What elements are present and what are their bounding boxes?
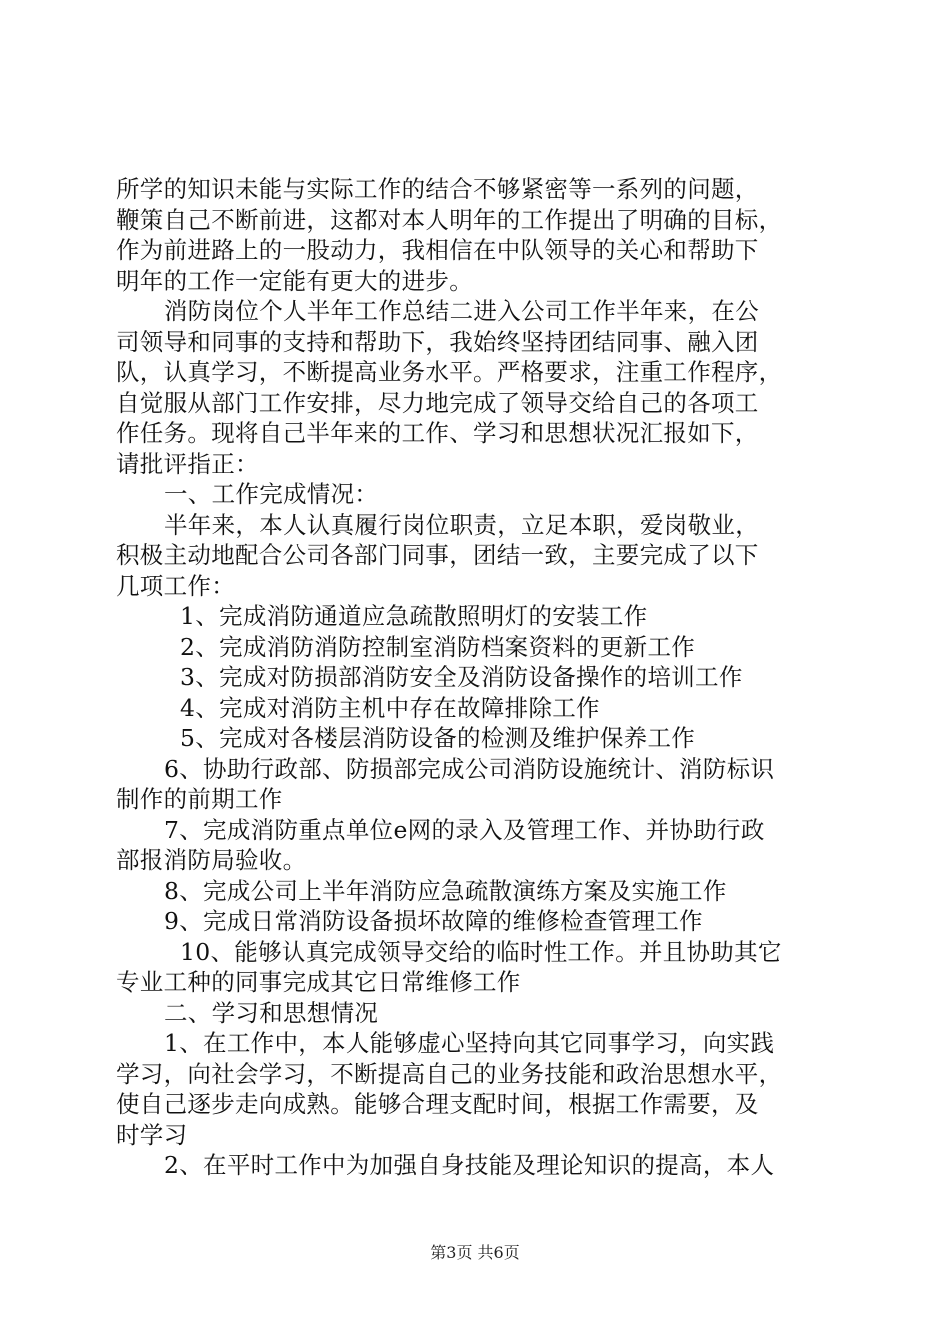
text-line: 部报消防局验收。	[116, 846, 307, 874]
list-item: 2、完成消防消防控制室消防档案资料的更新工作	[180, 632, 696, 661]
text-line: 积极主动地配合公司各部门同事，团结一致，主要完成了以下	[116, 541, 759, 569]
text-line: 明年的工作一定能有更大的进步。	[116, 266, 473, 295]
text-line: 队，认真学习，不断提高业务水平。严格要求，注重工作程序，	[116, 358, 783, 386]
list-item: 5、完成对各楼层消防设备的检测及维护保养工作	[180, 724, 696, 752]
list-item: 9、完成日常消防设备损坏故障的维修检查管理工作	[164, 907, 703, 935]
section-heading: 二、学习和思想情况	[164, 998, 379, 1027]
text-line: 司领导和同事的支持和帮助下，我始终坚持团结同事、融入团	[116, 327, 759, 356]
list-item: 2、在平时工作中为加强自身技能及理论知识的提高，本人	[164, 1151, 775, 1179]
text-line: 半年来，本人认真履行岗位职责，立足本职，爱岗敬业，	[164, 510, 759, 539]
list-item: 7、完成消防重点单位e网的录入及管理工作、并协助行政	[164, 815, 765, 844]
list-item: 1、在工作中，本人能够虚心坚持向其它同事学习，向实践	[164, 1029, 775, 1057]
list-item: 4、完成对消防主机中存在故障排除工作	[180, 693, 600, 722]
text-line: 学习，向社会学习，不断提高自己的业务技能和政治思想水平，	[116, 1059, 783, 1088]
text-line: 制作的前期工作	[116, 785, 283, 813]
text-line: 请批评指正：	[116, 449, 259, 478]
text-line: 鞭策自己不断前进，这都对本人明年的工作提出了明确的目标，	[116, 205, 783, 234]
text-line: 时学习	[116, 1120, 188, 1149]
text-line: 所学的知识未能与实际工作的结合不够紧密等一系列的问题，	[116, 175, 759, 203]
list-item: 3、完成对防损部消防安全及消防设备操作的培训工作	[180, 663, 743, 691]
text-line: 消防岗位个人半年工作总结二进入公司工作半年来，在公	[164, 297, 759, 325]
document-body	[116, 174, 832, 1181]
text-line: 作为前进路上的一股动力，我相信在中队领导的关心和帮助下	[116, 236, 759, 264]
section-heading: 一、工作完成情况：	[164, 480, 379, 508]
text-line: 作任务。现将自己半年来的工作、学习和思想状况汇报如下，	[116, 419, 759, 447]
list-item: 10、能够认真完成领导交给的临时性工作。并且协助其它	[180, 937, 782, 966]
text-line: 使自己逐步走向成熟。能够合理支配时间，根据工作需要，及	[116, 1090, 759, 1118]
list-item: 1、完成消防通道应急疏散照明灯的安装工作	[180, 602, 648, 630]
list-item: 8、完成公司上半年消防应急疏散演练方案及实施工作	[164, 876, 727, 905]
list-item: 6、协助行政部、防损部完成公司消防设施统计、消防标识	[164, 754, 775, 783]
text-line: 几项工作：	[116, 571, 235, 600]
text-line: 自觉服从部门工作安排，尽力地完成了领导交给自己的各项工	[116, 388, 759, 417]
text-line: 专业工种的同事完成其它日常维修工作	[116, 968, 521, 996]
page-footer: 第3页 共6页	[430, 1243, 520, 1262]
